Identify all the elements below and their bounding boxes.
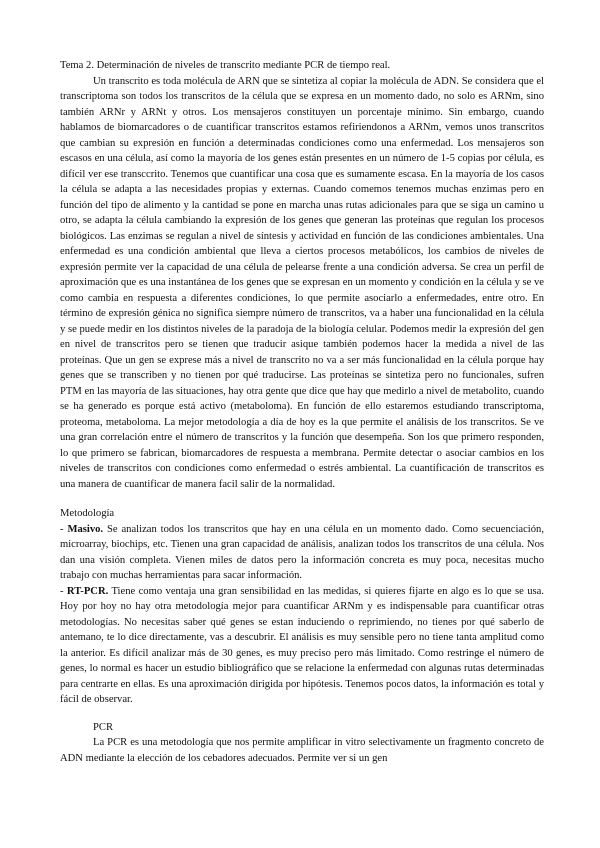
rtpcr-item [60,584,544,708]
pcr-heading: PCR [93,721,114,733]
rtpcr-label: RT-PCR. [66,585,109,597]
section-spacer [60,708,544,720]
rtpcr-prefix: - [60,585,67,597]
intro-paragraph: Un transcrito es toda molécula de ARN que se sintetiza al copiar la molécula de ADN. Se considera que el transcriptoma son todos los transcritos de la célula que se expresa en un momento dado, no solo es ARNm, sino también ARNr y ARNt y otros. Los mensajeros constituyen un porcentaje mínimo. Sin embargo, cuando hablamos de biomarcadores o de cuantificar transcritos estamos refiriendonos a ARNm, vemos unos transcritos que cambian su expresión en función a determinadas condiciones como una enfermedad. Los mensajeros son escasos en una célula, así como la mayoría de los genes están presentes en un número de 1-5 copias por célula, es difícil ver ese transccrito. Tenemos que cuantificar una cosa que es sumamente escasa. En la mayoría de los casos la célula se adapta a las necesidades propias y externas. Cuando comemos tenemos muchas enzimas pero en función del tipo de alimento y la cantidad se pone en marcha unas rutas adicionales para que se siga un camino u otro, se adapta la célula cambiando la expresión de los genes que generan las proteínas que regulan los procesos biológicos. Las enzimas se regulan a nivel de síntesis y actividad en función de las condiciones ambientales. Una enfermedad es una condición ambiental que lleva a ciertos procesos metabólicos, los cambios de niveles de expresión permite ver la capacidad de una célula de pelearse frente a una condición adversa. Se crea un perfil de aproximación que es una instantánea de los genes que se expresan en un momento y condición en la célula y se ve como cambia en respuesta a diferentes condiciones, lo que permite asociarlo a enfermedades, entre otro. En término de expresión génica no significa siempre número de transcritos, va a haber una funcionalidad en la célula y se puede medir en los distintos niveles de la paradoja de la biología celular. Podemos medir la expresión del gen en nivel de transcritos pero se tienen que traducir asique también podemos hacer la medida a nivel de las proteínas. Que un gen se exprese más a nivel de transcrito no va a ser más funcionalidad en la célula porque hay genes que se transcriben y no tienen por qué traducirse. Las proteínas se sintetiza pero no funcionales, sufren PTM en las mayoría de las situaciones, hay otra gente que dice que hay que medirlo a nivel de metabolito, cuando se ha generado es porque está activo (metaboloma). En función de ello estaremos estudiando transcriptoma, proteoma, metaboloma. La mejor metodología a día de hoy es la que permite el análisis de los transcritos. Se ve una gran correlación entre el número de transcritos y la función que desempeña. Son los que primero responden, lo que primero se fabrican, biomarcadores de respuesta a membrana. Permite detectar o asociar cambios en los niveles de transcritos con condiciones como enfermedad o estrés ambiental. La cuantificación de transcritos es una manera de cuantificar de manera facil salir de la normalidad. [60,75,544,490]
masivo-prefix: - [60,523,68,535]
section-spacer [60,492,544,506]
masivo-text: Se analizan todos los transcritos que hay en una célula en un momento dado. Como secuenciación, microarray, biochips, etc. Tienen una gran capacidad de análisis, analizan todos los transcritos de una célula. Nos dan una visión completa. Vienen miles de datos pero la información concreta es muy poca, necesitas mucho trabajo con muchas herramientas para sacar información. [60,523,544,581]
document-title: Tema 2. Determinación de niveles de transcrito mediante PCR de tiempo real. [60,60,391,71]
methodology-heading: Metodología [60,508,115,519]
masivo-item [60,522,544,584]
pcr-paragraph: La PCR es una metodología que nos permite amplificar in vitro selectivamente un fragmento concreto de ADN mediante la elección de los cebadores adecuados. Permite ver si un gen [60,737,544,764]
masivo-label: Masivo. [67,523,104,535]
rtpcr-text: Tiene como ventaja una gran sensibilidad en las medidas, si quieres fijarte en algo es lo que se usa. Hoy por hoy no hay otra metodología mejor para cuantificar ARNm y es indispensable para cuantificar otras metodologías. No necesitas saber qué genes se estan induciendo o reprimiendo, no tienes por qué saberlo de antemano, te lo dice directamente, vas a descubrir. El análisis es muy sensible pero no tiene tanta amplitud como la anterior. Es difícil analizar más de 30 genes, es muy preciso pero más limitado. Como restringe el número de genes, lo normal es hacer un estudio bibliográfico que se relacione la enfermedad con algunas rutas determinadas para centrarte en ellas. Es una aproximación dirigida por hipótesis. Tenemos pocos datos, la información es total y fácil de observar. [60,585,544,705]
